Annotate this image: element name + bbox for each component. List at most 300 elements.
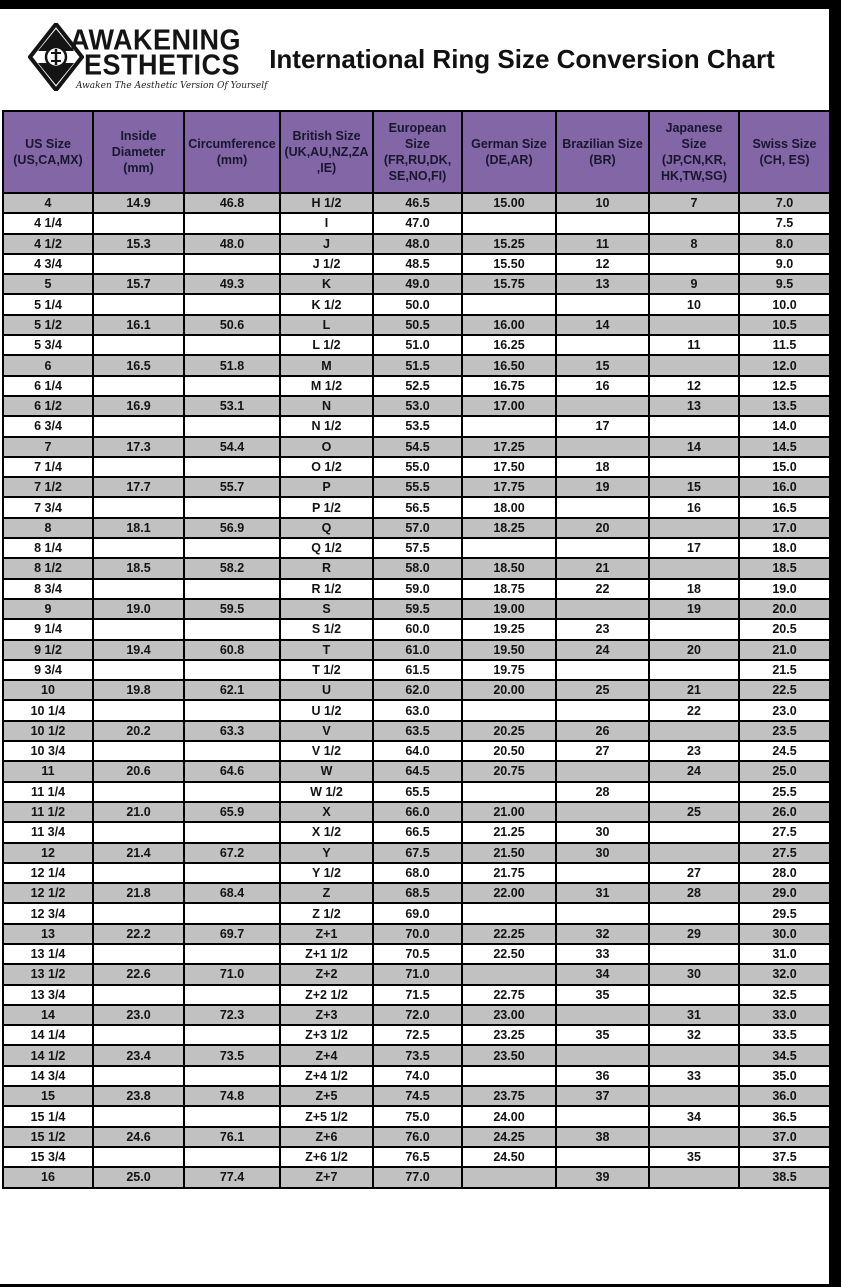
table-cell: Z 1/2 [280, 903, 373, 923]
table-cell [556, 903, 649, 923]
column-header-2: Circumference (mm) [184, 111, 280, 193]
table-cell: 19.4 [93, 640, 184, 660]
table-cell [93, 863, 184, 883]
table-cell: 13.5 [739, 396, 830, 416]
header-row [3, 111, 830, 193]
table-cell: 48.0 [373, 234, 462, 254]
table-cell: 8 1/2 [3, 558, 93, 578]
table-cell: 39 [556, 1167, 649, 1187]
table-cell: 15.50 [462, 254, 556, 274]
table-cell [184, 376, 280, 396]
table-cell: 13 1/4 [3, 944, 93, 964]
table-row [3, 457, 830, 477]
table-cell [184, 538, 280, 558]
table-cell: O [280, 437, 373, 457]
table-cell: 23.4 [93, 1045, 184, 1065]
table-row [3, 213, 830, 233]
table-cell: 57.0 [373, 518, 462, 538]
table-cell: 16.5 [93, 355, 184, 375]
table-cell: 14 3/4 [3, 1066, 93, 1086]
table-cell: 14 [3, 1005, 93, 1025]
table-cell: 21 [649, 680, 739, 700]
table-cell: 34 [556, 964, 649, 984]
table-cell [556, 1147, 649, 1167]
table-cell: 62.1 [184, 680, 280, 700]
table-cell: 17.75 [462, 477, 556, 497]
table-row [3, 355, 830, 375]
table-cell: M 1/2 [280, 376, 373, 396]
table-cell: 76.0 [373, 1127, 462, 1147]
table-cell: 8 [3, 518, 93, 538]
table-cell: 14 [556, 315, 649, 335]
table-cell: 12 [556, 254, 649, 274]
table-cell [462, 903, 556, 923]
table-cell: 27.5 [739, 843, 830, 863]
table-cell: 37.0 [739, 1127, 830, 1147]
table-row [3, 396, 830, 416]
table-cell [184, 579, 280, 599]
table-cell: R 1/2 [280, 579, 373, 599]
table-cell: 17.00 [462, 396, 556, 416]
table-cell: W 1/2 [280, 782, 373, 802]
column-header-4: European Size (FR,RU,DK, SE,NO,FI) [373, 111, 462, 193]
table-cell: 18.50 [462, 558, 556, 578]
table-cell [462, 294, 556, 314]
table-cell: 38 [556, 1127, 649, 1147]
table-cell: 10 1/2 [3, 721, 93, 741]
table-row [3, 761, 830, 781]
table-cell [462, 782, 556, 802]
table-cell: 33.0 [739, 1005, 830, 1025]
table-cell: 12 [3, 843, 93, 863]
table-cell [93, 1147, 184, 1167]
table-cell [462, 416, 556, 436]
table-cell [184, 335, 280, 355]
table-cell: 11 1/2 [3, 802, 93, 822]
table-cell: 30.0 [739, 924, 830, 944]
table-cell: 10 [3, 680, 93, 700]
table-cell: 24.50 [462, 1147, 556, 1167]
table-cell: 70.5 [373, 944, 462, 964]
table-cell: 66.0 [373, 802, 462, 822]
table-cell: 20.00 [462, 680, 556, 700]
table-row [3, 660, 830, 680]
table-cell [462, 1167, 556, 1187]
table-cell: 12 [649, 376, 739, 396]
table-cell: 4 3/4 [3, 254, 93, 274]
table-cell: 51.0 [373, 335, 462, 355]
table-cell [649, 903, 739, 923]
table-cell [556, 599, 649, 619]
table-cell: 76.1 [184, 1127, 280, 1147]
table-cell: 18.75 [462, 579, 556, 599]
table-cell [93, 254, 184, 274]
table-cell [556, 802, 649, 822]
table-cell [649, 1086, 739, 1106]
table-cell [184, 782, 280, 802]
table-row [3, 680, 830, 700]
table-row [3, 1106, 830, 1126]
table-cell: 15 [3, 1086, 93, 1106]
table-cell: 10.0 [739, 294, 830, 314]
table-cell [462, 1066, 556, 1086]
table-cell: 21.25 [462, 822, 556, 842]
table-cell: Y [280, 843, 373, 863]
table-cell [93, 1106, 184, 1126]
table-cell: 21.4 [93, 843, 184, 863]
table-cell: X [280, 802, 373, 822]
table-cell: 55.7 [184, 477, 280, 497]
table-cell: 35.0 [739, 1066, 830, 1086]
table-cell: 15.0 [739, 457, 830, 477]
table-cell: 32.5 [739, 985, 830, 1005]
table-cell: 60.8 [184, 640, 280, 660]
table-cell: 12 1/4 [3, 863, 93, 883]
table-cell: 9 [649, 274, 739, 294]
table-cell [93, 700, 184, 720]
column-header-3: British Size (UK,AU,NZ,ZA,IE) [280, 111, 373, 193]
table-cell [556, 660, 649, 680]
table-cell [649, 721, 739, 741]
table-cell [184, 822, 280, 842]
table-row [3, 437, 830, 457]
table-cell: 16 [649, 497, 739, 517]
table-cell: P [280, 477, 373, 497]
brand-logo [28, 23, 268, 96]
table-cell [556, 700, 649, 720]
table-row [3, 538, 830, 558]
table-cell [184, 254, 280, 274]
table-cell [556, 863, 649, 883]
table-cell [649, 457, 739, 477]
table-cell: 61.0 [373, 640, 462, 660]
table-cell: K [280, 274, 373, 294]
table-cell: 74.5 [373, 1086, 462, 1106]
table-cell: 34.5 [739, 1045, 830, 1065]
column-header-6: Brazilian Size (BR) [556, 111, 649, 193]
table-cell: 8 3/4 [3, 579, 93, 599]
table-cell: Y 1/2 [280, 863, 373, 883]
table-cell: 25 [556, 680, 649, 700]
table-cell: 7.0 [739, 193, 830, 213]
table-cell: 16.75 [462, 376, 556, 396]
table-cell: 67.5 [373, 843, 462, 863]
table-cell [184, 497, 280, 517]
table-cell: 11 [3, 761, 93, 781]
table-cell: 19 [649, 599, 739, 619]
table-cell [649, 619, 739, 639]
table-cell: 9 3/4 [3, 660, 93, 680]
table-row [3, 315, 830, 335]
table-cell [649, 1167, 739, 1187]
table-cell: 18.00 [462, 497, 556, 517]
table-cell: 50.5 [373, 315, 462, 335]
table-cell: 20.6 [93, 761, 184, 781]
table-cell: 19.0 [739, 579, 830, 599]
brand-name-line1: AWAKENING [70, 24, 242, 56]
table-cell: 14 1/2 [3, 1045, 93, 1065]
table-cell: 33 [556, 944, 649, 964]
table-cell: 21.0 [93, 802, 184, 822]
table-cell [462, 700, 556, 720]
table-cell: 21.75 [462, 863, 556, 883]
table-cell [184, 416, 280, 436]
table-cell: 10.5 [739, 315, 830, 335]
table-cell [93, 335, 184, 355]
table-cell: 53.0 [373, 396, 462, 416]
conversion-table-container [2, 110, 830, 1287]
table-cell: 54.4 [184, 437, 280, 457]
table-cell: L [280, 315, 373, 335]
table-row [3, 193, 830, 213]
table-row [3, 1025, 830, 1045]
table-cell: 23.5 [739, 721, 830, 741]
table-cell: Z+5 1/2 [280, 1106, 373, 1126]
table-cell: 4 [3, 193, 93, 213]
table-cell: 14 1/4 [3, 1025, 93, 1045]
table-cell: 59.5 [184, 599, 280, 619]
table-cell: 14.5 [739, 437, 830, 457]
table-cell: L 1/2 [280, 335, 373, 355]
table-cell [93, 294, 184, 314]
table-cell: 18.5 [93, 558, 184, 578]
table-cell: 10 1/4 [3, 700, 93, 720]
table-cell: T [280, 640, 373, 660]
table-cell: U 1/2 [280, 700, 373, 720]
table-cell: 68.4 [184, 883, 280, 903]
table-cell: 61.5 [373, 660, 462, 680]
table-cell: 29 [649, 924, 739, 944]
table-row [3, 335, 830, 355]
table-cell: 49.0 [373, 274, 462, 294]
table-cell: 28 [649, 883, 739, 903]
table-cell: 28.0 [739, 863, 830, 883]
table-cell: 12 1/2 [3, 883, 93, 903]
column-header-7: Japanese Size (JP,CN,KR, HK,TW,SG) [649, 111, 739, 193]
table-cell: 13 1/2 [3, 964, 93, 984]
table-cell: 46.8 [184, 193, 280, 213]
table-cell: 48.5 [373, 254, 462, 274]
table-cell: 16.25 [462, 335, 556, 355]
table-cell [649, 660, 739, 680]
table-cell: 30 [556, 843, 649, 863]
table-cell: 11 1/4 [3, 782, 93, 802]
table-cell: 27.5 [739, 822, 830, 842]
table-cell: K 1/2 [280, 294, 373, 314]
table-cell: U [280, 680, 373, 700]
table-cell [462, 538, 556, 558]
table-cell: 5 1/4 [3, 294, 93, 314]
table-cell: Q [280, 518, 373, 538]
table-cell: 22.50 [462, 944, 556, 964]
table-row [3, 964, 830, 984]
table-cell [556, 335, 649, 355]
table-cell [649, 416, 739, 436]
table-cell: 19.75 [462, 660, 556, 680]
table-cell: 5 1/2 [3, 315, 93, 335]
table-cell: 8 [649, 234, 739, 254]
table-cell: 23 [649, 741, 739, 761]
table-cell: 30 [649, 964, 739, 984]
column-header-5: German Size (DE,AR) [462, 111, 556, 193]
table-cell: 59.0 [373, 579, 462, 599]
table-cell: 17.7 [93, 477, 184, 497]
table-cell: Z+3 [280, 1005, 373, 1025]
table-cell: Z+1 [280, 924, 373, 944]
table-cell: 25 [649, 802, 739, 822]
table-cell: N [280, 396, 373, 416]
table-cell: 24.00 [462, 1106, 556, 1126]
table-cell: 5 3/4 [3, 335, 93, 355]
table-row [3, 477, 830, 497]
table-row [3, 416, 830, 436]
table-cell: 12.0 [739, 355, 830, 375]
table-cell: 60.0 [373, 619, 462, 639]
table-cell: 6 1/2 [3, 396, 93, 416]
table-cell: 21.5 [739, 660, 830, 680]
table-cell: 59.5 [373, 599, 462, 619]
table-cell: 31.0 [739, 944, 830, 964]
table-row [3, 843, 830, 863]
table-cell: 14 [649, 437, 739, 457]
table-cell: 77.0 [373, 1167, 462, 1187]
table-cell: 16.1 [93, 315, 184, 335]
table-cell: Z [280, 883, 373, 903]
table-cell: Z+5 [280, 1086, 373, 1106]
table-cell: 20.2 [93, 721, 184, 741]
table-cell: 18.1 [93, 518, 184, 538]
table-cell: 33.5 [739, 1025, 830, 1045]
table-cell: R [280, 558, 373, 578]
table-cell [184, 457, 280, 477]
table-cell: 18.5 [739, 558, 830, 578]
table-cell: 10 [556, 193, 649, 213]
table-cell: 56.5 [373, 497, 462, 517]
table-cell [93, 213, 184, 233]
table-cell: 6 3/4 [3, 416, 93, 436]
table-cell: 11 3/4 [3, 822, 93, 842]
table-cell: 6 1/4 [3, 376, 93, 396]
table-cell: 13 3/4 [3, 985, 93, 1005]
table-cell: 72.0 [373, 1005, 462, 1025]
table-cell: 74.8 [184, 1086, 280, 1106]
table-cell: 19 [556, 477, 649, 497]
table-cell: 5 [3, 274, 93, 294]
table-cell: 27 [649, 863, 739, 883]
table-cell: 38.5 [739, 1167, 830, 1187]
table-cell: 17 [556, 416, 649, 436]
table-cell: 4 1/4 [3, 213, 93, 233]
table-cell [184, 213, 280, 233]
table-cell: 32 [556, 924, 649, 944]
table-cell: 22.25 [462, 924, 556, 944]
table-cell [556, 1005, 649, 1025]
table-cell: 14.0 [739, 416, 830, 436]
table-cell: 30 [556, 822, 649, 842]
table-cell: 11 [649, 335, 739, 355]
table-cell: 19.00 [462, 599, 556, 619]
table-cell: 21.8 [93, 883, 184, 903]
table-cell: 19.50 [462, 640, 556, 660]
table-row [3, 497, 830, 517]
table-cell: Z+2 [280, 964, 373, 984]
table-cell: 71.0 [373, 964, 462, 984]
table-cell: O 1/2 [280, 457, 373, 477]
table-cell [93, 457, 184, 477]
table-header [3, 111, 830, 193]
table-cell: 36.5 [739, 1106, 830, 1126]
table-cell: J 1/2 [280, 254, 373, 274]
table-cell: 15 1/4 [3, 1106, 93, 1126]
table-cell [649, 315, 739, 335]
table-cell [93, 619, 184, 639]
table-cell [649, 944, 739, 964]
table-cell: 48.0 [184, 234, 280, 254]
table-cell: 8.0 [739, 234, 830, 254]
table-cell: 58.2 [184, 558, 280, 578]
table-cell: 23.00 [462, 1005, 556, 1025]
table-row [3, 254, 830, 274]
table-cell: 31 [556, 883, 649, 903]
brand-name-line2: ESTHETICS [84, 49, 241, 81]
table-row [3, 518, 830, 538]
table-cell: 23.0 [739, 700, 830, 720]
table-row [3, 599, 830, 619]
table-cell: 18.25 [462, 518, 556, 538]
table-cell: 35 [649, 1147, 739, 1167]
table-cell: 24 [556, 640, 649, 660]
table-cell: 25.0 [739, 761, 830, 781]
table-cell: 7 [649, 193, 739, 213]
table-cell: 9.0 [739, 254, 830, 274]
table-row [3, 985, 830, 1005]
table-cell: 64.0 [373, 741, 462, 761]
table-cell [93, 822, 184, 842]
table-cell [93, 944, 184, 964]
table-cell: 16 [556, 376, 649, 396]
table-cell: 18.0 [739, 538, 830, 558]
table-cell: Z+6 [280, 1127, 373, 1147]
table-cell: 28 [556, 782, 649, 802]
brand-text [70, 24, 268, 91]
table-cell: 20 [556, 518, 649, 538]
table-cell: 65.9 [184, 802, 280, 822]
table-cell: 71.0 [184, 964, 280, 984]
table-cell: 26 [556, 721, 649, 741]
table-cell: 8 1/4 [3, 538, 93, 558]
table-cell: 22.5 [739, 680, 830, 700]
table-cell: 18 [649, 579, 739, 599]
table-cell: 24.25 [462, 1127, 556, 1147]
table-cell: 15 3/4 [3, 1147, 93, 1167]
table-cell: 20.50 [462, 741, 556, 761]
table-cell: 20.0 [739, 599, 830, 619]
table-cell: 15 1/2 [3, 1127, 93, 1147]
table-row [3, 1066, 830, 1086]
table-cell: 70.0 [373, 924, 462, 944]
table-row [3, 903, 830, 923]
table-cell [649, 985, 739, 1005]
table-cell: 53.1 [184, 396, 280, 416]
table-cell: 32.0 [739, 964, 830, 984]
table-cell: 55.0 [373, 457, 462, 477]
table-cell [462, 964, 556, 984]
table-cell: 7 1/2 [3, 477, 93, 497]
table-cell [184, 700, 280, 720]
table-cell: 58.0 [373, 558, 462, 578]
table-cell: 50.6 [184, 315, 280, 335]
column-header-0: US Size (US,CA,MX) [3, 111, 93, 193]
